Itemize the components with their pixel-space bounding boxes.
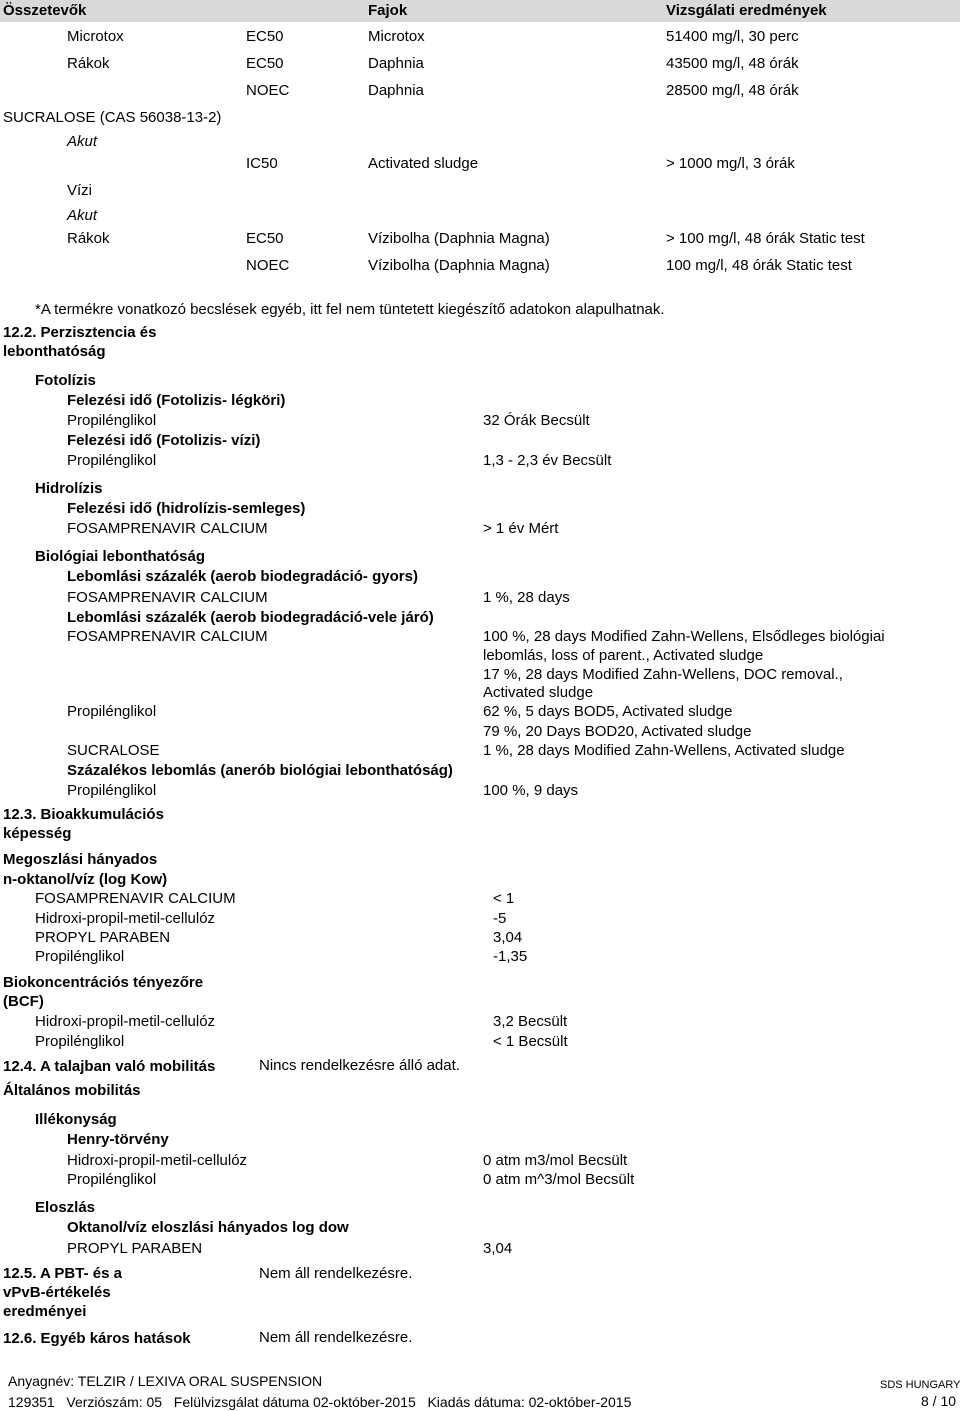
- section-12-2-title: lebonthatóság: [3, 343, 106, 360]
- value: < 1: [493, 890, 515, 907]
- subheading: Felezési idő (Fotolizis- vízi): [67, 432, 261, 449]
- tox-group: Rákok: [67, 55, 110, 72]
- footnote: *A termékre vonatkozó becslések egyéb, itt fel nem tüntetett kiegészítő adatokon alapulhatnak.: [35, 301, 665, 318]
- substance: Propilénglikol: [67, 703, 157, 720]
- tox-endpoint: EC50: [246, 55, 284, 72]
- section-12-3-title: képesség: [3, 825, 72, 842]
- section-12-6-value: Nem áll rendelkezésre.: [259, 1329, 413, 1346]
- tox-species: Daphnia: [368, 55, 424, 72]
- substance: Propilénglikol: [35, 948, 125, 965]
- value: 100 %, 28 days Modified Zahn-Wellens, Elsődleges biológiai: [483, 628, 885, 645]
- substance: Hidroxi-propil-metil-cellulóz: [35, 1013, 216, 1030]
- value: 79 %, 20 Days BOD20, Activated sludge: [483, 723, 752, 740]
- value: 1 %, 28 days: [483, 589, 570, 606]
- subheading: n-oktanol/víz (log Kow): [3, 871, 168, 888]
- value: < 1 Becsült: [493, 1033, 568, 1050]
- substance: SUCRALOSE: [67, 742, 160, 759]
- subheading: Felezési idő (hidrolízis-semleges): [67, 500, 306, 517]
- substance: Hidroxi-propil-metil-cellulóz: [67, 1152, 248, 1169]
- substance: Hidroxi-propil-metil-cellulóz: [35, 910, 216, 927]
- subheading: Százalékos lebomlás (anerób biológiai lebonthatóság): [67, 762, 453, 779]
- value: -5: [493, 910, 507, 927]
- value: 3,04: [483, 1240, 513, 1257]
- value: > 1 év Mért: [483, 520, 559, 537]
- sucralose-akut: Akut: [67, 207, 98, 224]
- sucralose-result: 100 mg/l, 48 órák Static test: [666, 257, 852, 274]
- value: 0 atm m3/mol Becsült: [483, 1152, 628, 1169]
- tox-species: Daphnia: [368, 82, 424, 99]
- section-12-5-title: vPvB-értékelés: [3, 1284, 111, 1301]
- substance: FOSAMPRENAVIR CALCIUM: [67, 628, 268, 645]
- tox-species: Microtox: [368, 28, 425, 45]
- sucralose-vizi: Vízi: [67, 182, 93, 199]
- sucralose-result: > 100 mg/l, 48 órák Static test: [666, 230, 865, 247]
- value: 32 Órák Becsült: [483, 412, 590, 429]
- sucralose-species: Vízibolha (Daphnia Magna): [368, 257, 550, 274]
- section-12-6-title: 12.6. Egyéb káros hatások: [3, 1330, 191, 1347]
- sucralose-result: > 1000 mg/l, 3 órák: [666, 155, 795, 172]
- value: 1 %, 28 days Modified Zahn-Wellens, Activated sludge: [483, 742, 845, 759]
- subheading: Lebomlási százalék (aerob biodegradáció- gyors): [67, 568, 418, 585]
- value: 100 %, 9 days: [483, 782, 579, 799]
- value: 17 %, 28 days Modified Zahn-Wellens, DOC removal.,: [483, 666, 843, 683]
- substance: Propilénglikol: [67, 1171, 157, 1188]
- value: 0 atm m^3/mol Becsült: [483, 1171, 635, 1188]
- sucralose-species: Activated sludge: [368, 155, 479, 172]
- page-number: 8 / 10: [921, 1393, 957, 1409]
- subheading: Hidrolízis: [35, 480, 103, 497]
- tox-result: 51400 mg/l, 30 perc: [666, 28, 799, 45]
- subheading: Eloszlás: [35, 1199, 96, 1216]
- subheading: Biokoncentrációs tényezőre: [3, 974, 204, 991]
- header-components: Összetevők: [3, 2, 87, 19]
- value: -1,35: [493, 948, 528, 965]
- sucralose-group: Rákok: [67, 230, 110, 247]
- section-12-4-value: Nincs rendelkezésre álló adat.: [259, 1057, 460, 1074]
- tox-group: Microtox: [67, 28, 124, 45]
- substance: FOSAMPRENAVIR CALCIUM: [35, 890, 236, 907]
- value: Activated sludge: [483, 684, 594, 701]
- substance: PROPYL PARABEN: [35, 929, 171, 946]
- sucralose-name: SUCRALOSE (CAS 56038-13-2): [3, 109, 222, 126]
- subheading: (BCF): [3, 993, 44, 1010]
- substance: Propilénglikol: [35, 1033, 125, 1050]
- tox-result: 28500 mg/l, 48 órák: [666, 82, 799, 99]
- footer-product: Anyagnév: TELZIR / LEXIVA ORAL SUSPENSION: [8, 1373, 323, 1389]
- header-species: Fajok: [368, 2, 408, 19]
- substance: PROPYL PARABEN: [67, 1240, 203, 1257]
- section-12-2-title: 12.2. Perzisztencia és: [3, 324, 157, 341]
- value: 3,04: [493, 929, 523, 946]
- subheading: Lebomlási százalék (aerob biodegradáció-vele járó): [67, 609, 434, 626]
- subheading: Henry-törvény: [67, 1131, 169, 1148]
- footer-meta: 129351 Verziószám: 05 Felülvizsgálat dátuma 02-október-2015 Kiadás dátuma: 02-október-2015: [8, 1394, 632, 1410]
- sucralose-endpoint: IC50: [246, 155, 278, 172]
- subheading: Fotolízis: [35, 372, 96, 389]
- section-12-3-title: 12.3. Bioakkumulációs: [3, 806, 164, 823]
- subheading: Oktanol/víz eloszlási hányados log dow: [67, 1219, 349, 1236]
- subheading: Illékonyság: [35, 1111, 117, 1128]
- header-results: Vizsgálati eredmények: [666, 2, 827, 19]
- tox-result: 43500 mg/l, 48 órák: [666, 55, 799, 72]
- substance: FOSAMPRENAVIR CALCIUM: [67, 520, 268, 537]
- section-12-5-value: Nem áll rendelkezésre.: [259, 1265, 413, 1282]
- section-12-5-title: 12.5. A PBT- és a: [3, 1265, 122, 1282]
- substance: Propilénglikol: [67, 452, 157, 469]
- substance: FOSAMPRENAVIR CALCIUM: [67, 589, 268, 606]
- tox-endpoint: NOEC: [246, 82, 290, 99]
- subheading: Általános mobilitás: [3, 1082, 141, 1099]
- section-12-5-title: eredményei: [3, 1303, 87, 1320]
- sucralose-endpoint: NOEC: [246, 257, 290, 274]
- substance: Propilénglikol: [67, 412, 157, 429]
- footer-sds: SDS HUNGARY: [880, 1379, 960, 1391]
- sucralose-akut: Akut: [67, 133, 98, 150]
- value: 62 %, 5 days BOD5, Activated sludge: [483, 703, 733, 720]
- sucralose-endpoint: EC50: [246, 230, 284, 247]
- subheading: Biológiai lebonthatóság: [35, 548, 206, 565]
- subheading: Felezési idő (Fotolizis- légköri): [67, 392, 286, 409]
- value: 1,3 - 2,3 év Becsült: [483, 452, 612, 469]
- section-12-4-title: 12.4. A talajban való mobilitás: [3, 1058, 216, 1075]
- subheading: Megoszlási hányados: [3, 851, 158, 868]
- value: lebomlás, loss of parent., Activated sludge: [483, 647, 764, 664]
- tox-endpoint: EC50: [246, 28, 284, 45]
- substance: Propilénglikol: [67, 782, 157, 799]
- value: 3,2 Becsült: [493, 1013, 568, 1030]
- sucralose-species: Vízibolha (Daphnia Magna): [368, 230, 550, 247]
